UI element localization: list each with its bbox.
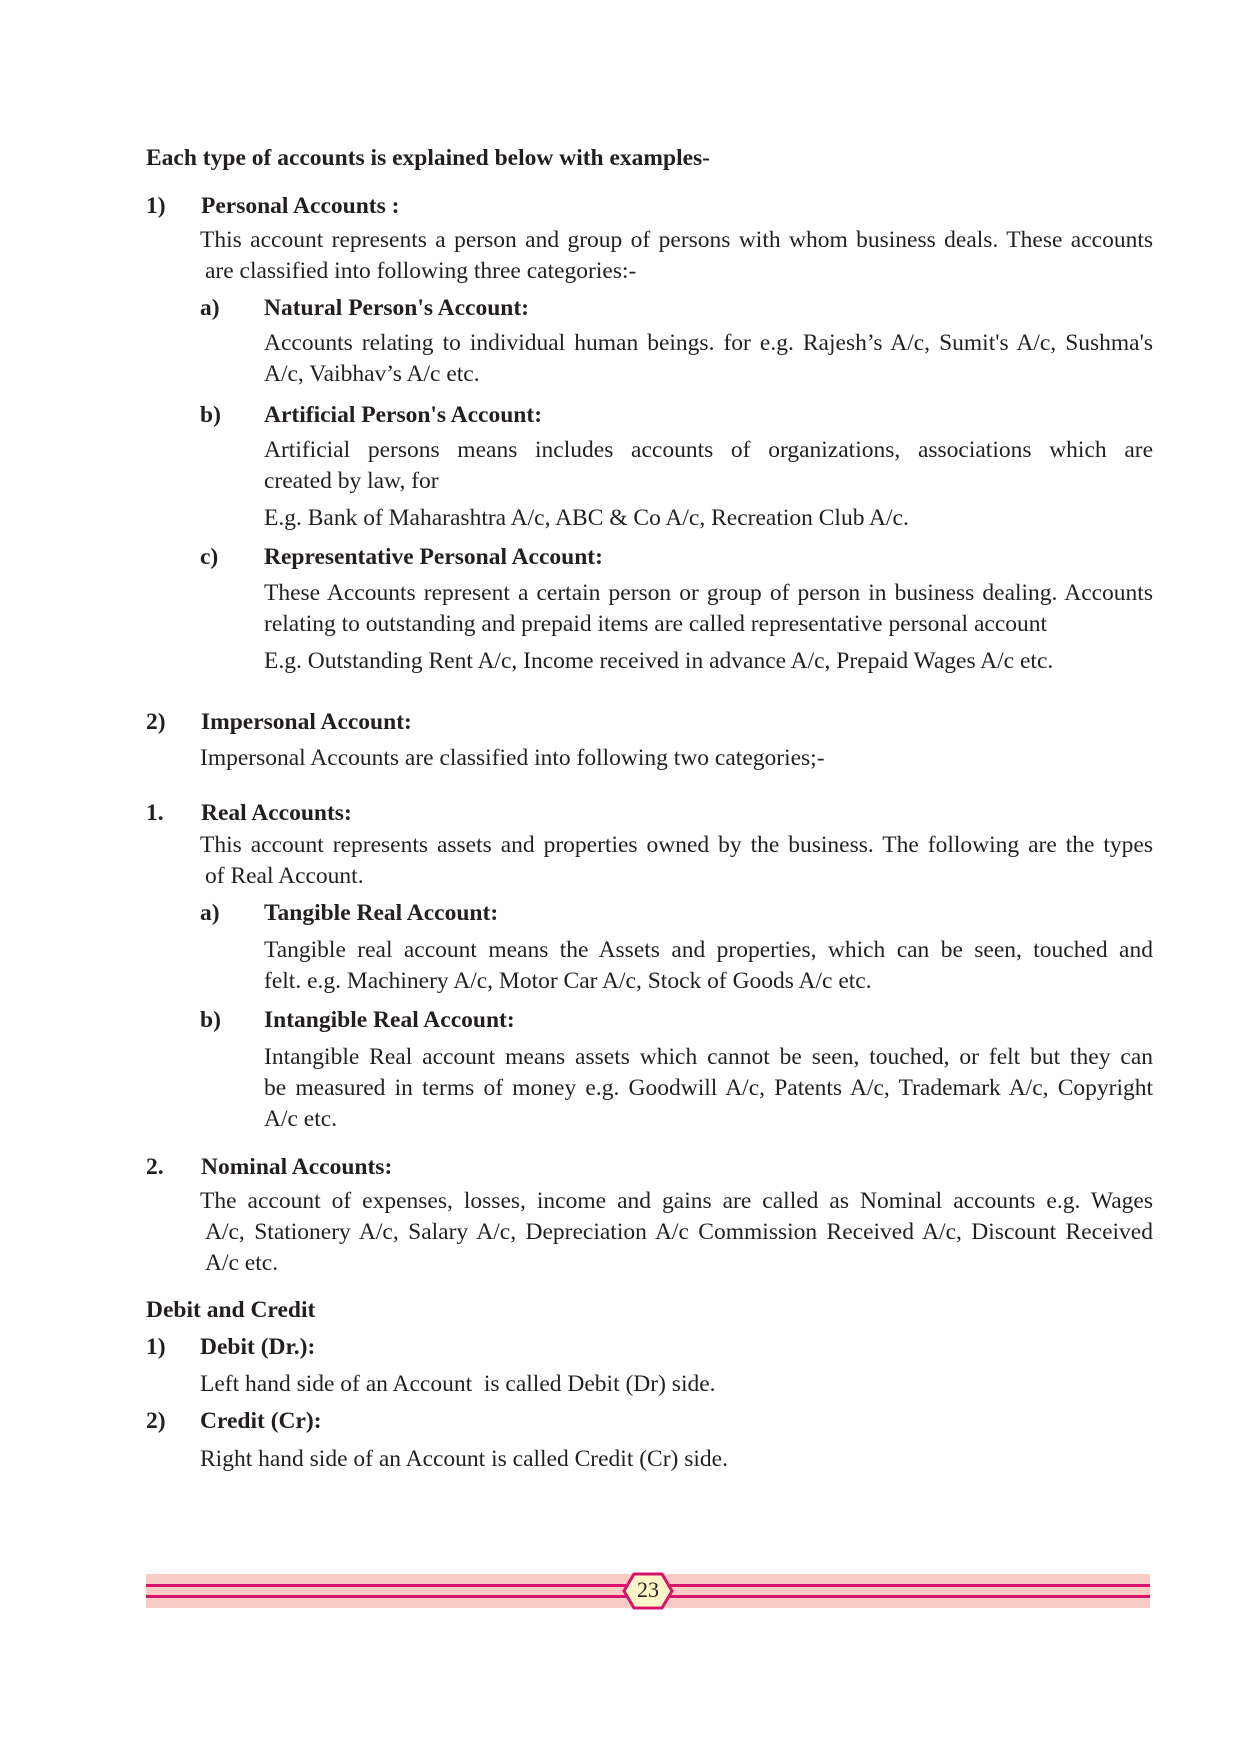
nominal-title: Nominal Accounts: [201,1154,393,1180]
tangible-title: Tangible Real Account: [264,900,499,926]
credit-desc: Right hand side of an Account is called Credit (Cr) side. [200,1446,728,1472]
debit-number: 1) [146,1334,166,1360]
personal-desc-line1: This account represents a person and group of persons with whom business deals. These accounts [200,227,1153,253]
impersonal-desc: Impersonal Accounts are classified into following two categories;- [200,745,825,771]
real-desc-line1: This account represents assets and properties owned by the business. The following are the types [200,832,1153,858]
personal-title: Personal Accounts : [201,193,400,219]
natural-desc-line1: Accounts relating to individual human beings. for e.g. Rajesh’s A/c, Sumit's A/c, Sushma's [264,330,1153,356]
page-footer [146,1572,1150,1610]
tangible-mark: a) [200,900,220,926]
debit-desc: Left hand side of an Account is called Debit (Dr) side. [200,1371,716,1397]
personal-number: 1) [146,193,166,219]
debit-credit-heading: Debit and Credit [146,1297,316,1323]
artificial-desc-line2: created by law, for [264,468,439,494]
artificial-example: E.g. Bank of Maharashtra A/c, ABC & Co A/c, Recreation Club A/c. [264,505,909,531]
natural-mark: a) [200,295,220,321]
nominal-number: 2. [146,1154,164,1180]
impersonal-title: Impersonal Account: [201,709,412,735]
artificial-desc-line1: Artificial persons means includes accounts of organizations, associations which are [264,437,1153,463]
nominal-desc-line1: The account of expenses, losses, income and gains are called as Nominal accounts e.g. Wages [200,1188,1153,1214]
artificial-mark: b) [200,402,221,428]
representative-desc-line1: These Accounts represent a certain person or group of person in business dealing. Accounts [264,580,1153,606]
page-number-badge [622,1572,674,1610]
representative-example: E.g. Outstanding Rent A/c, Income received in advance A/c, Prepaid Wages A/c etc. [264,648,1054,674]
intro-heading: Each type of accounts is explained below with examples- [146,145,710,171]
representative-desc-line2: relating to outstanding and prepaid items are called representative personal account [264,611,1048,637]
tangible-desc-line1: Tangible real account means the Assets and properties, which can be seen, touched and [264,937,1153,963]
real-number: 1. [146,800,164,826]
nominal-desc-line2: A/c, Stationery A/c, Salary A/c, Depreciation A/c Commission Received A/c, Discount Received [205,1219,1153,1245]
credit-number: 2) [146,1408,166,1434]
debit-title: Debit (Dr.): [200,1334,316,1360]
natural-desc-line2: A/c, Vaibhav’s A/c etc. [264,361,480,387]
intangible-desc-line3: A/c etc. [264,1106,338,1132]
tangible-desc-line2: felt. e.g. Machinery A/c, Motor Car A/c, Stock of Goods A/c etc. [264,968,872,994]
nominal-desc-line3: A/c etc. [205,1250,279,1276]
natural-title: Natural Person's Account: [264,295,530,321]
real-title: Real Accounts: [201,800,352,826]
intangible-desc-line2: be measured in terms of money e.g. Goodwill A/c, Patents A/c, Trademark A/c, Copyright [264,1075,1153,1101]
intangible-mark: b) [200,1007,221,1033]
representative-title: Representative Personal Account: [264,544,603,570]
real-desc-line2: of Real Account. [205,863,364,889]
page-number: 23 [637,1577,659,1602]
representative-mark: c) [200,544,219,570]
intangible-title: Intangible Real Account: [264,1007,515,1033]
personal-desc-line2: are classified into following three categories:- [205,258,637,284]
artificial-title: Artificial Person's Account: [264,402,543,428]
credit-title: Credit (Cr): [200,1408,322,1434]
impersonal-number: 2) [146,709,166,735]
intangible-desc-line1: Intangible Real account means assets which cannot be seen, touched, or felt but they can [264,1044,1153,1070]
